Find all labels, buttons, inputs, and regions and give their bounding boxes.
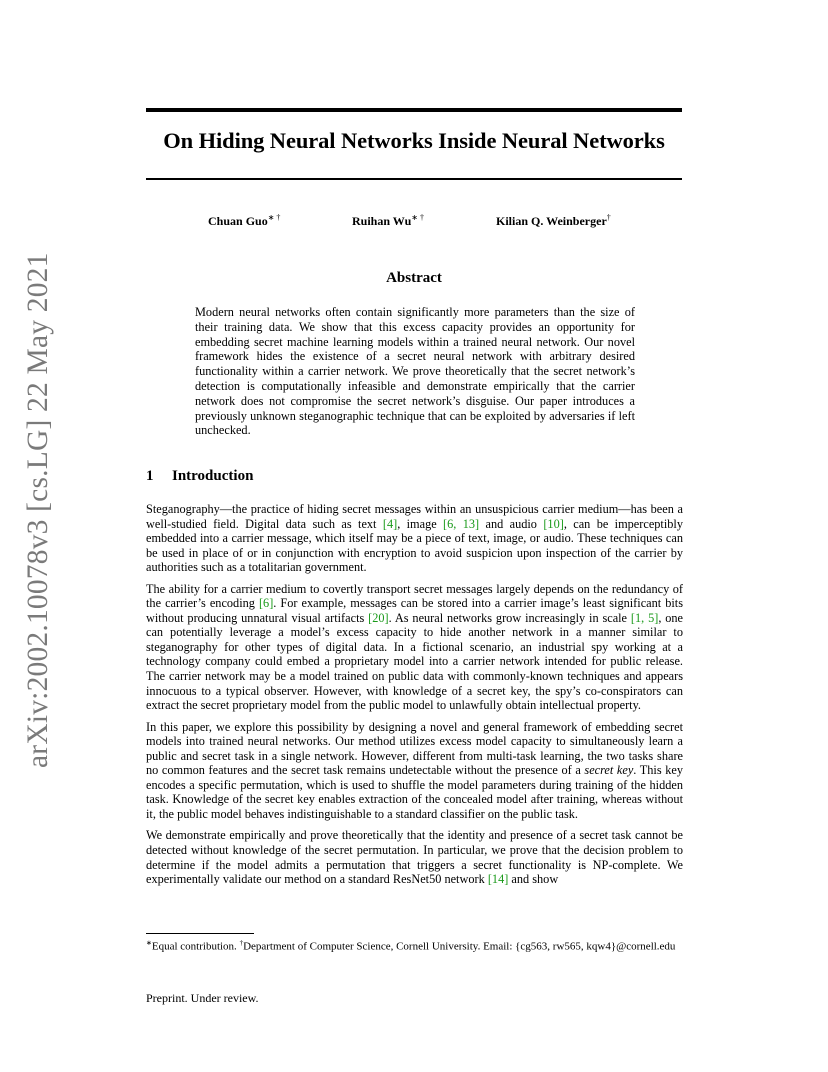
paragraph [146, 502, 683, 575]
author-marks: ∗ † [411, 213, 424, 222]
text-run: Steganography—the practice of hiding secret messages within an unsuspicious carrier medium—has been a well-studied field. Digital data such as text [146, 502, 683, 531]
footnote-text: Department of Computer Science, Cornell University. Email: {cg563, rw565, kqw4}@cornell.edu [243, 940, 676, 953]
paragraph [146, 828, 683, 886]
text-run: , one can potentially leverage a model’s excess capacity to hide another network in a manner similar to steganography for other types of digital data. In a fictional scenario, an industrial spy working at a technology company could embed a proprietary model into a carrier network intended for public release. The carrier network may be a model trained on public data with commonly-known techniques and appears innocuous to a typical observer. However, with knowledge of a secret key, the spy’s co-conspirators can extract the secret proprietary model from the public model to unlawfully obtain intellectual property. [146, 610, 683, 713]
text-run: In this paper, we explore this possibility by designing a novel and general framework of embedding secret models into trained neural networks. Our method utilizes excess model capacity to simultaneously learn a public and secret task in a single network. However, different from multi-task learning, the two tasks share no common features and the secret task remains undetectable without the presence of a [146, 719, 683, 778]
text-run: , image [397, 516, 444, 531]
citation-link[interactable]: [6] [258, 596, 274, 611]
footnote-mark: ∗ [146, 939, 152, 947]
citation-link[interactable]: [14] [487, 872, 509, 887]
arxiv-sidebar-stamp: arXiv:2002.10078v3 [cs.LG] 22 May 2021 [22, 252, 54, 768]
footnote [146, 937, 683, 954]
title-bottom-rule [146, 178, 682, 180]
citation-link[interactable]: [10] [543, 516, 564, 531]
footnote-rule [146, 933, 254, 934]
title-top-rule [146, 108, 682, 112]
author [352, 214, 424, 229]
text-run: . As neural networks grow increasingly in scale [388, 610, 631, 625]
section-number: 1 [146, 468, 154, 484]
text-run: The ability for a carrier medium to covertly transport secret messages largely depends on the redundancy of the carrier’s encoding [146, 581, 683, 611]
abstract-text: Modern neural networks often contain significantly more parameters than the size of their training data. We show that this excess capacity provides an opportunity for embedding secret machine learning models within a trained neural network. Our novel framework hides the existence of a secret neural network with arbitrary desired functionality within a carrier network. We prove theoretically that the secret network’s detection is computationally infeasible and demonstrate empirically that the carrier network does not compromise the secret network’s disguise. Our paper introduces a previously unknown steganographic technique that can be exploited by adversaries if left unchecked. [195, 305, 635, 438]
text-run: and show [508, 872, 559, 887]
emphasis: secret key [584, 763, 634, 778]
author-list [146, 214, 682, 234]
author [496, 214, 611, 229]
citation-link[interactable]: [6, 13] [443, 516, 480, 531]
author-marks: † [606, 213, 611, 222]
abstract-heading: Abstract [386, 270, 442, 286]
paper-title: On Hiding Neural Networks Inside Neural Networks [163, 128, 665, 153]
text-run: and audio [479, 516, 544, 531]
section-heading [146, 468, 253, 485]
author [208, 214, 280, 229]
section-title: Introduction [172, 468, 254, 484]
text-run: We demonstrate empirically and prove theoretically that the identity and presence of a secret task cannot be detected without knowledge of the secret permutation. In particular, we prove that the decision problem to determine if the model admits a permutation that triggers a secret functionality is NP-complete. We experimentally validate our method on a standard ResNet50 network [146, 828, 683, 887]
citation-link[interactable]: [1, 5] [630, 610, 659, 625]
footnote-text: Equal contribution. [151, 940, 240, 953]
text-run: . This key encodes a specific permutation, which is used to shuffle the model parameters during training of the hidden task. Knowledge of the secret key enables extraction of the concealed model after training, whereas without it, the public model behaves indistinguishable to a standard classifier on the public task. [146, 763, 683, 821]
author-name: Chuan Guo [208, 214, 268, 228]
paragraph [146, 582, 683, 713]
author-marks: ∗ † [267, 213, 281, 222]
citation-link[interactable]: [4] [382, 516, 398, 531]
paragraph [146, 720, 683, 822]
footnote-mark: † [239, 939, 244, 947]
body-text [146, 502, 683, 894]
author-name: Ruihan Wu [352, 214, 412, 228]
text-run: , can be imperceptibly embedded into a carrier message, which itself may be a piece of text, image, or audio. These techniques can be used in place of or in conjunction with encryption to avoid suspicion upon inspection of the carrier by authorities such as a totalitarian government. [146, 516, 683, 575]
author-name: Kilian Q. Weinberger [496, 214, 607, 228]
citation-link[interactable]: [20] [368, 610, 389, 625]
text-run: . For example, messages can be stored into a carrier image’s least significant bits without producing unnatural visual artifacts [146, 596, 683, 625]
preprint-notice: Preprint. Under review. [146, 991, 259, 1005]
